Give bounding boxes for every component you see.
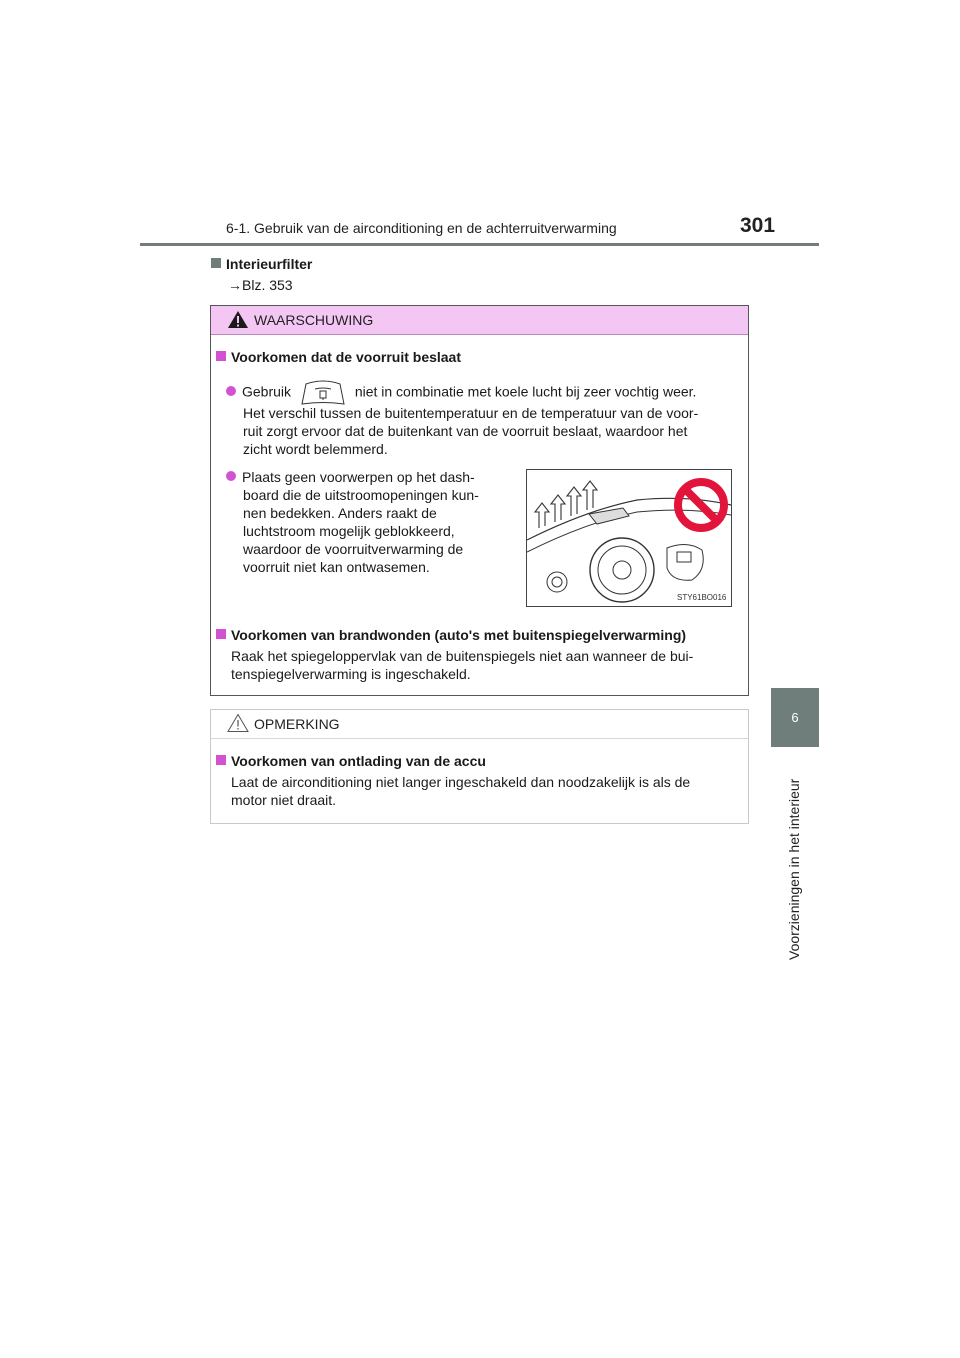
- square-bullet-icon: [211, 258, 221, 268]
- square-bullet-icon: [216, 755, 226, 765]
- battery-heading: Voorkomen van ontlading van de accu: [216, 752, 486, 770]
- page-reference: [228, 276, 293, 294]
- defog-bullet-2: Plaats geen voorwerpen op het dash- board die de uitstroomopeningen kun- nen bedekken. Anders raakt de luchtstroom mogelijk geblokkeerd, waardoor de voorruitverwarming de voorruit niet kan ontwasemen.: [226, 468, 516, 576]
- square-bullet-icon: [216, 629, 226, 639]
- round-bullet-icon: [226, 471, 236, 481]
- warning-header: [211, 306, 748, 335]
- warning-triangle-icon: [227, 310, 249, 329]
- prohibition-icon: [673, 477, 729, 533]
- defog-bullet-1: Gebruik niet in combinatie met koele lucht bij zeer vochtig weer.: [226, 380, 742, 406]
- note-header: [211, 710, 748, 739]
- defog-explanation: Het verschil tussen de buitentemperatuur en de temperatuur van de voor- ruit zorgt ervoor dat de buitenkant van de voorruit beslaat, waardoor het zicht wordt belemmerd.: [243, 405, 699, 457]
- round-bullet-icon: [226, 386, 236, 396]
- arrow-right-icon: →: [228, 277, 242, 293]
- dashboard-illustration: [526, 469, 732, 607]
- interior-filter-heading: Interieurfilter: [211, 255, 312, 273]
- page-number: 301: [740, 214, 776, 237]
- page-reference-link: Blz. 353: [242, 277, 293, 293]
- recirculation-button-icon: [301, 380, 345, 406]
- note-title: OPMERKING: [254, 716, 340, 732]
- chapter-tab: 6: [771, 688, 819, 747]
- section-title: 6-1. Gebruik van de airconditioning en de achterruitverwarming: [226, 220, 617, 236]
- header-rule: [140, 243, 819, 246]
- image-code: STY61BO016: [677, 593, 727, 602]
- burns-text: Raak het spiegeloppervlak van de buitenspiegels niet aan wanneer de bui- tenspiegelverwarming is ingeschakeld.: [231, 648, 694, 682]
- battery-text: Laat de airconditioning niet langer ingeschakeld dan noodzakelijk is als de motor niet draait.: [231, 774, 691, 808]
- chapter-title: Voorzieningen in het interieur: [786, 778, 802, 960]
- caution-triangle-icon: [227, 713, 249, 733]
- chapter-title-vertical: [780, 760, 810, 960]
- warning-title: WAARSCHUWING: [254, 312, 374, 328]
- burns-heading: Voorkomen van brandwonden (auto's met buitenspiegelverwarming): [216, 626, 686, 644]
- defog-heading: Voorkomen dat de voorruit beslaat: [216, 348, 461, 366]
- square-bullet-icon: [216, 351, 226, 361]
